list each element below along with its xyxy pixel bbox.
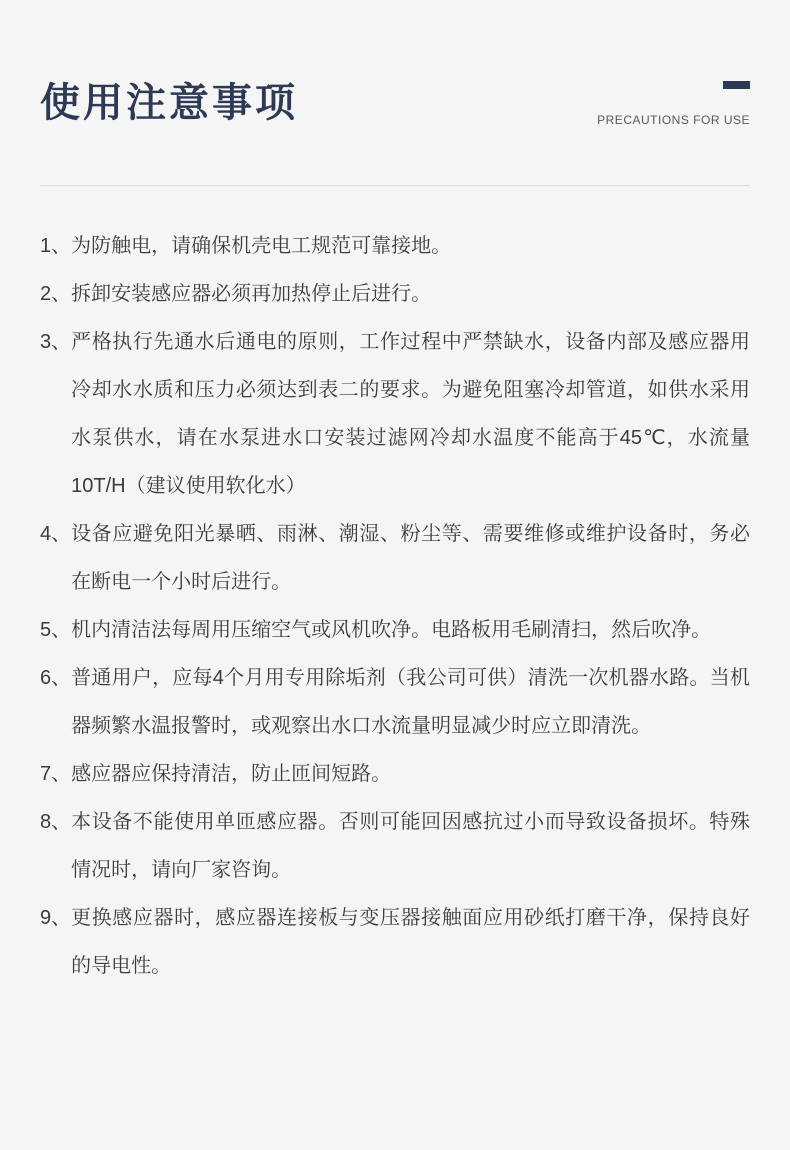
list-item <box>40 798 750 894</box>
list-item <box>40 270 750 318</box>
page-title: 使用注意事项 <box>40 81 298 125</box>
list-item <box>40 222 750 270</box>
dash-icon <box>723 81 750 89</box>
list-item <box>40 750 750 798</box>
item-text: 感应器应保持清洁，防止匝间短路。 <box>71 763 392 785</box>
item-number: 4、 <box>40 523 72 545</box>
header-divider <box>40 185 750 186</box>
item-text: 普通用户，应每4个月用专用除垢剂（我公司可供）清洗一次机器水路。当机器频繁水温报警时，或观察出水口水流量明显减少时应立即清洗。 <box>71 667 750 737</box>
list-item <box>40 894 750 990</box>
list-item <box>40 654 750 750</box>
page-header <box>0 0 790 127</box>
list-item <box>40 606 750 654</box>
item-number: 2、 <box>40 283 72 305</box>
list-item <box>40 510 750 606</box>
item-number: 6、 <box>40 667 72 689</box>
item-text: 设备应避免阳光暴晒、雨淋、潮湿、粉尘等、需要维修或维护设备时，务必在断电一个小时后进行。 <box>71 523 750 593</box>
item-number: 5、 <box>40 619 72 641</box>
page-subtitle: PRECAUTIONS FOR USE <box>597 113 750 127</box>
item-text: 拆卸安装感应器必须再加热停止后进行。 <box>71 283 432 305</box>
precaution-list <box>40 222 750 990</box>
item-number: 9、 <box>40 907 72 929</box>
item-number: 1、 <box>40 235 72 257</box>
item-text: 更换感应器时，感应器连接板与变压器接触面应用砂纸打磨干净，保持良好的导电性。 <box>71 907 750 977</box>
item-number: 8、 <box>40 811 72 833</box>
item-text: 为防触电，请确保机壳电工规范可靠接地。 <box>71 235 452 257</box>
item-number: 7、 <box>40 763 72 785</box>
item-number: 3、 <box>40 331 72 353</box>
item-text: 严格执行先通水后通电的原则，工作过程中严禁缺水，设备内部及感应器用冷却水水质和压力必须达到表二的要求。为避免阻塞冷却管道，如供水采用水泵供水，请在水泵进水口安装过滤网冷却水温度不能高于45℃，水流量10T/H（建议使用软化水） <box>71 331 750 497</box>
item-text: 本设备不能使用单匝感应器。否则可能回因感抗过小而导致设备损坏。特殊情况时，请向厂家咨询。 <box>71 811 750 881</box>
list-item <box>40 318 750 510</box>
item-text: 机内清洁法每周用压缩空气或风机吹净。电路板用毛刷清扫，然后吹净。 <box>71 619 712 641</box>
header-right-block <box>597 80 750 127</box>
